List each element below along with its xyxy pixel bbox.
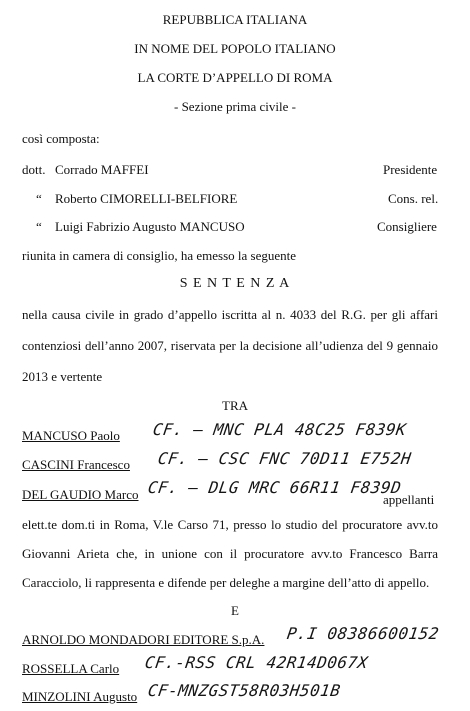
case-line: 2013 e vertente [22, 369, 103, 384]
header-people: IN NOME DEL POPOLO ITALIANO [134, 41, 336, 56]
case-line: contenziosi dell’anno 2007, riservata per la decisione all’udienza del 9 gennaio [22, 338, 438, 353]
handwritten-vat-number: P.I 08386600152 [285, 624, 441, 643]
respondent-name: ARNOLDO MONDADORI EDITORE S.p.A. [22, 632, 265, 647]
member-prefix: dott. [22, 162, 46, 177]
header-republic: REPUBBLICA ITALIANA [162, 12, 308, 27]
e-label: E [231, 603, 239, 618]
appellant-name: CASCINI Francesco [22, 457, 130, 472]
appellant-name: DEL GAUDIO Marco [22, 487, 139, 502]
member-name: Corrado MAFFEI [55, 162, 149, 177]
handwritten-fiscal-code: CF. – DLG MRC 66R11 F839D [146, 478, 403, 497]
header-section: - Sezione prima civile - [173, 99, 296, 114]
handwritten-fiscal-code: CF. – CSC FNC 70D11 E752H [156, 449, 413, 468]
header-court: LA CORTE D’APPELLO DI ROMA [137, 70, 333, 85]
handwritten-fiscal-code: CF-MNZGST58R03H501B [146, 681, 342, 700]
respondent-name: ROSSELLA Carlo [22, 661, 120, 676]
case-line: nella causa civile in grado d’appello iscritta al n. 4033 del R.G. per gli affari [22, 307, 438, 322]
member-role: Presidente [383, 162, 438, 177]
composition-outro: riunita in camera di consiglio, ha emesso la seguente [22, 248, 296, 263]
domicile-line: Giovanni Arieta che, in unione con il procuratore avv.to Francesco Barra [22, 546, 438, 561]
domicile-line: Caracciolo, li rappresenta e difende per deleghe a margine dell’atto di appello. [22, 575, 430, 590]
handwritten-fiscal-code: CF. – MNC PLA 48C25 F839K [151, 420, 408, 439]
member-name: Luigi Fabrizio Augusto MANCUSO [55, 219, 245, 234]
member-role: Consigliere [377, 219, 437, 234]
handwritten-fiscal-code: CF.-RSS CRL 42R14D067X [143, 653, 370, 672]
appellants-label: appellanti [383, 492, 435, 507]
member-prefix: “ [36, 219, 42, 234]
member-prefix: “ [36, 191, 42, 206]
member-name: Roberto CIMORELLI-BELFIORE [55, 191, 238, 206]
respondent-name: MINZOLINI Augusto [22, 689, 138, 704]
member-role: Cons. rel. [388, 191, 439, 206]
sentence-title: S E N T E N Z A [179, 276, 291, 291]
domicile-line: elett.te dom.ti in Roma, V.le Carso 71, presso lo studio del procuratore avv.to [22, 517, 438, 532]
appellant-name: MANCUSO Paolo [22, 428, 120, 443]
tra-label: TRA [222, 398, 248, 413]
composition-intro: così composta: [22, 131, 100, 146]
